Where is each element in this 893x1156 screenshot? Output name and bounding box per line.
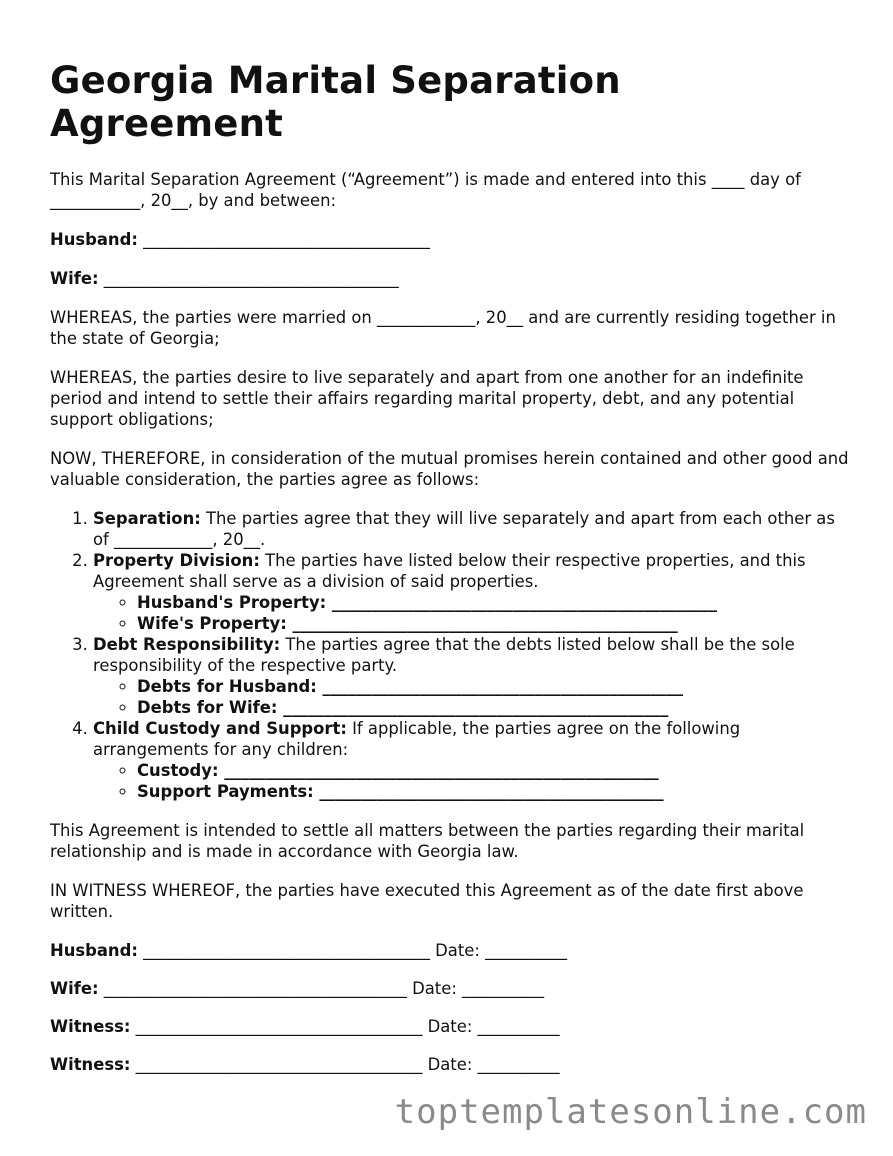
site-watermark: toptemplatesonline.com	[394, 1092, 867, 1132]
wife-party-label: Wife:	[50, 269, 99, 289]
subitem-label: Husband's Property:	[137, 593, 327, 613]
intro-paragraph: This Marital Separation Agreement (“Agreement”) is made and entered into this ____ day of ___________, 20__, by and between:	[50, 170, 801, 211]
signature-line: ___________________________________ Date: __________	[130, 1055, 560, 1075]
signature-label: Witness:	[50, 1055, 131, 1075]
term-heading: Property Division:	[93, 551, 260, 571]
signature-witness-1	[50, 1016, 850, 1037]
signature-witness-2	[50, 1054, 850, 1075]
whereas-married-paragraph: WHEREAS, the parties were married on ____________, 20__ and are currently residing together in the state of Georgia;	[50, 308, 836, 349]
wife-party-field	[50, 268, 850, 289]
husband-party-line: ___________________________________	[143, 230, 430, 250]
witness-whereof-paragraph: IN WITNESS WHEREOF, the parties have executed this Agreement as of the date first above written.	[50, 881, 804, 922]
subitem-label: Support Payments:	[137, 782, 314, 802]
husband-debts-item	[137, 676, 850, 697]
subitem-line: _______________________________________________	[286, 614, 678, 634]
subitem-line: _____________________________________________________	[218, 761, 659, 781]
wife-debts-item	[137, 697, 850, 718]
signature-line: ___________________________________ Date: __________	[130, 1017, 560, 1037]
custody-item	[137, 760, 850, 781]
term-text: The parties agree that the debts listed below shall be the sole responsibility of the respective party.	[93, 635, 795, 676]
wife-party-line: ____________________________________	[103, 269, 399, 289]
term-property-division	[93, 550, 850, 634]
term-debt-responsibility	[93, 634, 850, 718]
term-text: If applicable, the parties agree on the following arrangements for any children:	[93, 719, 741, 760]
signature-label: Husband:	[50, 941, 138, 961]
custody-sublist	[93, 760, 850, 802]
subitem-label: Custody:	[137, 761, 219, 781]
debt-sublist	[93, 676, 850, 718]
term-heading: Debt Responsibility:	[93, 635, 281, 655]
husband-party-label: Husband:	[50, 230, 138, 250]
document-page	[50, 60, 850, 1092]
term-child-custody	[93, 718, 850, 802]
now-therefore-paragraph: NOW, THEREFORE, in consideration of the mutual promises herein contained and other good and valuable consideration, the parties agree as follows:	[50, 449, 849, 490]
term-text: The parties have listed below their respective properties, and this Agreement shall serve as a division of said properties.	[93, 551, 806, 592]
signature-label: Wife:	[50, 979, 99, 999]
term-heading: Child Custody and Support:	[93, 719, 347, 739]
subitem-label: Wife's Property:	[137, 614, 287, 634]
wife-property-item	[137, 613, 850, 634]
subitem-line: _______________________________________________	[277, 698, 669, 718]
document-title: Georgia Marital Separation Agreement	[50, 59, 621, 145]
subitem-line: _______________________________________________	[326, 593, 718, 613]
signature-husband	[50, 940, 850, 961]
signature-line: _____________________________________ Date: __________	[98, 979, 545, 999]
support-payments-item	[137, 781, 850, 802]
subitem-label: Debts for Wife:	[137, 698, 278, 718]
property-sublist	[93, 592, 850, 634]
term-heading: Separation:	[93, 509, 201, 529]
signature-line: ___________________________________ Date: __________	[137, 941, 568, 961]
term-text: The parties agree that they will live separately and apart from each other as of ____________, 20__.	[93, 509, 835, 550]
husband-party-field	[50, 229, 850, 250]
subitem-line: __________________________________________	[313, 782, 664, 802]
closing-settlement-paragraph: This Agreement is intended to settle all matters between the parties regarding their marital relationship and is made in accordance with Georgia law.	[50, 821, 805, 862]
whereas-separate-paragraph: WHEREAS, the parties desire to live separately and apart from one another for an indefinite period and intend to settle their affairs regarding marital property, debt, and any potential support obligations;	[50, 368, 804, 430]
signature-wife	[50, 978, 850, 999]
signature-label: Witness:	[50, 1017, 131, 1037]
subitem-label: Debts for Husband:	[137, 677, 317, 697]
term-separation	[93, 508, 850, 550]
husband-property-item	[137, 592, 850, 613]
subitem-line: ____________________________________________	[316, 677, 684, 697]
terms-list	[50, 508, 850, 802]
